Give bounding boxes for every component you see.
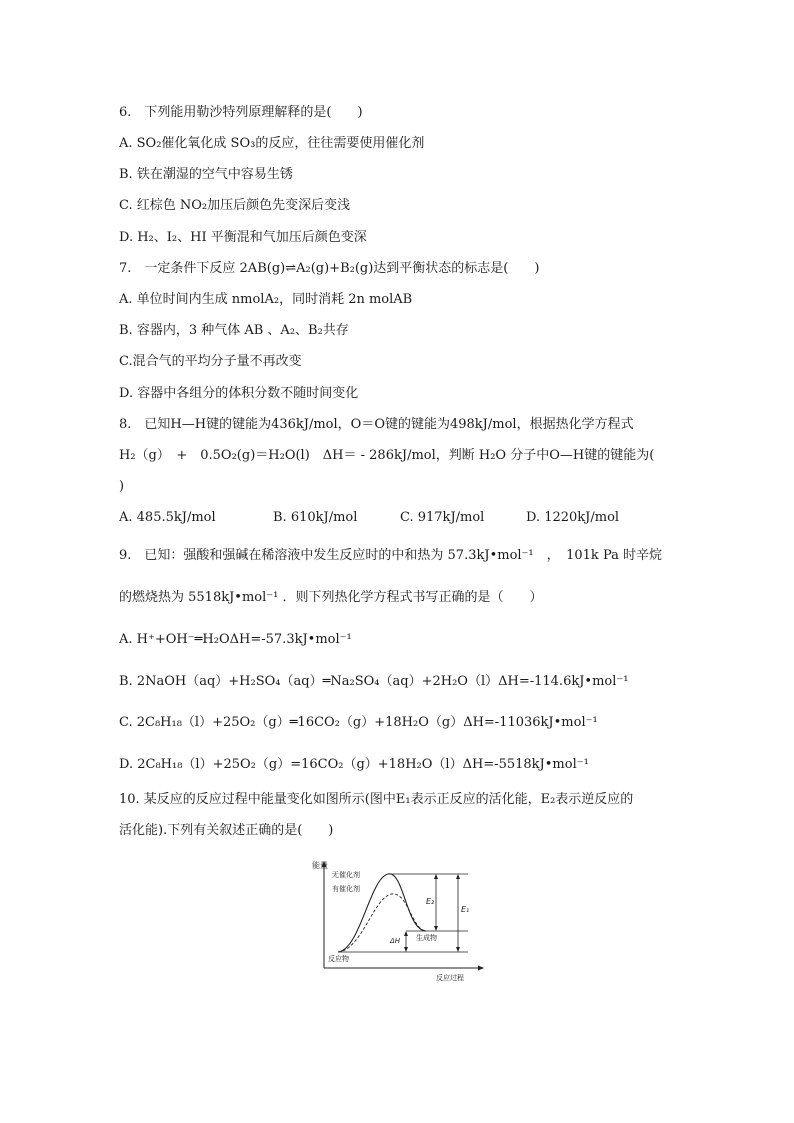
q8-option-c: C. 917kJ/mol — [400, 510, 485, 525]
with-catalyst-curve — [338, 894, 426, 952]
q8-stem-line2: H₂（g） + 0.5O₂(g)＝H₂O(l) ΔH＝ - 286kJ/mol，判断 H₂O 分子中O—H键的键能为( — [119, 448, 655, 463]
x-axis-label: 反应过程 — [436, 974, 464, 982]
q6-option-d: D. H₂、I₂、HI 平衡混和气加压后颜色变深 — [119, 230, 367, 245]
q7-option-c: C.混合气的平均分子量不再改变 — [119, 354, 302, 369]
e1-arrow-head-top — [456, 874, 460, 879]
with-catalyst-label: 有催化剂 — [332, 885, 360, 893]
q6-option-c: C. 红棕色 NO₂加压后颜色先变深后变浅 — [119, 198, 351, 213]
e2-arrow-head-bottom — [434, 926, 438, 931]
q6-option-b: B. 铁在潮湿的空气中容易生锈 — [119, 167, 293, 182]
e2-arrow-head-top — [434, 874, 438, 879]
y-axis-label-text: 能量 — [312, 861, 328, 870]
energy-profile-diagram — [308, 858, 488, 984]
q7-option-b: B. 容器内，3 种气体 AB 、A₂、B₂共存 — [119, 323, 349, 338]
y-axis-label — [312, 860, 328, 870]
q9-option-a: A. H⁺+OH⁻═H₂OΔH=-57.3kJ•mol⁻¹ — [119, 632, 352, 647]
q9-option-c: C. 2C₈H₁₈（l）+25O₂（g）═16CO₂（g）+18H₂O（g）ΔH=-11036kJ•mol⁻¹ — [119, 715, 598, 730]
x-axis-arrow — [478, 966, 484, 971]
dh-arrow-head-top — [404, 931, 408, 936]
dh-label: ΔH — [390, 937, 401, 945]
e2-label: E₂ — [426, 897, 435, 906]
q7-option-a: A. 单位时间内生成 nmolA₂，同时消耗 2n molAB — [119, 292, 413, 307]
no-catalyst-label: 无催化剂 — [332, 871, 360, 879]
q9-stem-line2: 的燃烧热为 5518kJ•mol⁻¹ ．则下列热化学方程式书写正确的是（ ） — [119, 590, 543, 605]
e1-arrow-head-bottom — [456, 947, 460, 952]
q9-stem-line1: 9. 已知：强酸和强碱在稀溶液中发生反应时的中和热为 57.3kJ•mol⁻¹ ， 101k Pa 时辛烷 — [119, 548, 662, 563]
q8-option-b: B. 610kJ/mol — [273, 510, 358, 525]
q8-options — [119, 509, 619, 527]
q7-stem: 7. 一定条件下反应 2AB(g)⇌A₂(g)+B₂(g)达到平衡状态的标志是( ) — [119, 261, 540, 276]
q6-option-a: A. SO₂催化氧化成 SO₃的反应，往往需要使用催化剂 — [119, 136, 425, 151]
product-label: 生成物 — [416, 934, 437, 942]
reactant-label: 反应物 — [328, 955, 349, 963]
e1-label: E₁ — [461, 905, 470, 914]
q8-option-d: D. 1220kJ/mol — [526, 510, 620, 525]
q7-option-d: D. 容器中各组分的体积分数不随时间变化 — [119, 386, 359, 401]
dh-arrow-head-bottom — [404, 947, 408, 952]
q8-stem-line1: 8. 已知H—H键的键能为436kJ/mol，O＝O键的键能为498kJ/mol，根据热化学方程式 — [119, 417, 634, 432]
q10-stem-line2: 活化能).下列有关叙述正确的是( ) — [119, 823, 334, 838]
q6-stem: 6. 下列能用勒沙特列原理解释的是( ) — [119, 105, 363, 120]
q10-stem-line1: 10. 某反应的反应过程中能量变化如图所示(图中E₁表示正反应的活化能，E₂表示逆反应的 — [119, 792, 634, 807]
q8-stem-line3: ) — [119, 479, 125, 494]
q9-option-b: B. 2NaOH（aq）+H₂SO₄（aq）═Na₂SO₄（aq）+2H₂O（l）ΔH=-114.6kJ•mol⁻¹ — [119, 674, 629, 689]
q8-option-a: A. 485.5kJ/mol — [119, 510, 216, 525]
q9-option-d: D. 2C₈H₁₈（l）+25O₂（g）=16CO₂（g）+18H₂O（l）ΔH=-5518kJ•mol⁻¹ — [119, 757, 589, 772]
